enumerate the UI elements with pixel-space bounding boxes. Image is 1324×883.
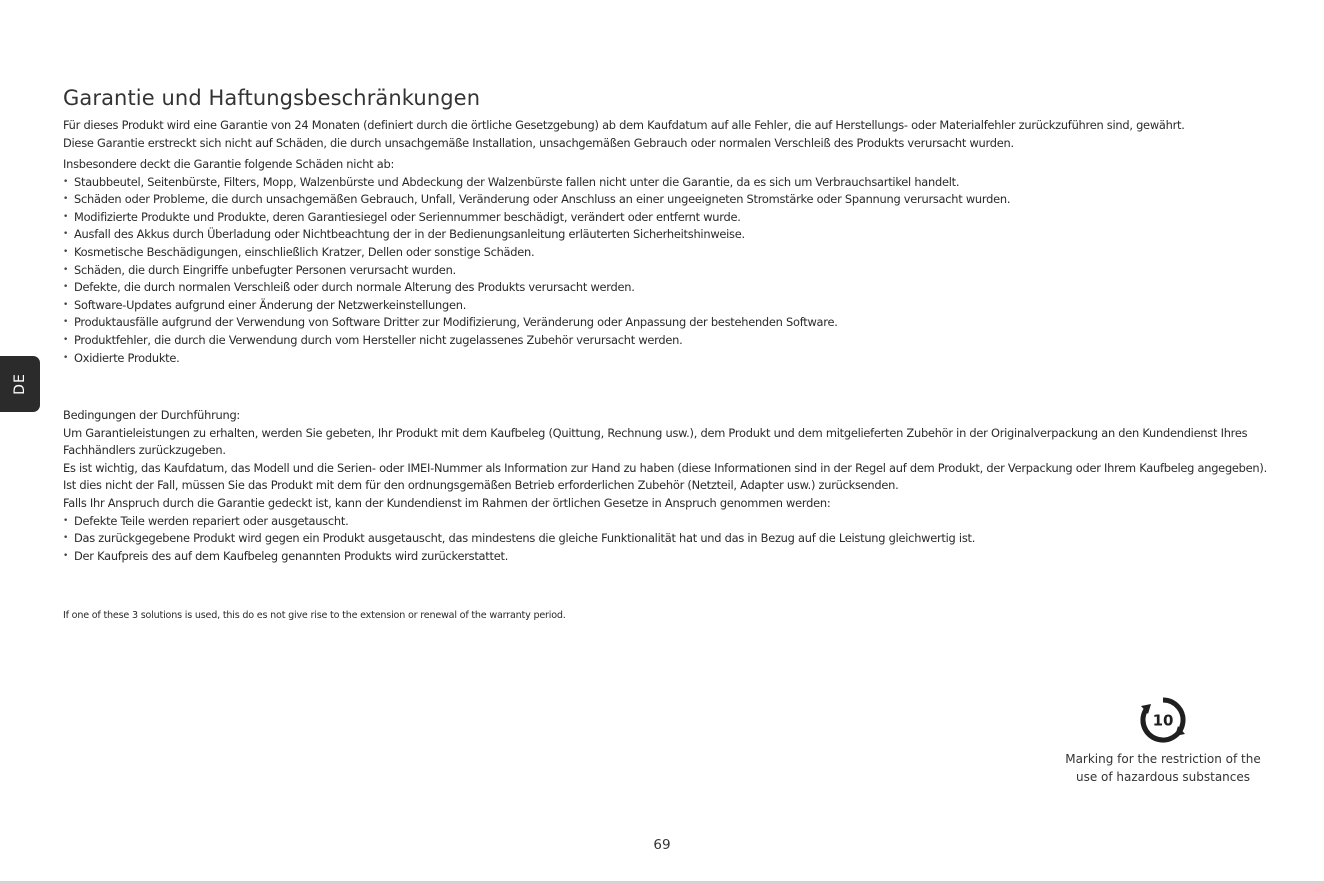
footnote: If one of these 3 solutions is used, this do es not give rise to the extension or renewal of the warranty period.: [63, 610, 566, 621]
language-tab-label: DE: [12, 373, 28, 395]
language-tab: [0, 356, 40, 412]
rohs-number: 10: [1152, 711, 1174, 730]
conditions-heading: Bedingungen der Durchführung:: [63, 408, 241, 422]
list-item: • Staubbeutel, Seitenbürste, Filters, Mopp, Walzenbürste und Abdeckung der Walzenbürste fallen nicht unter die Garantie, da es sich um Verbrauchsartikel handelt.: [63, 174, 1268, 192]
list-item: • Schäden, die durch Eingriffe unbefugter Personen verursacht wurden.: [63, 262, 1268, 280]
list-item: • Software-Updates aufgrund einer Änderung der Netzwerkeinstellungen.: [63, 297, 1268, 315]
warranty-scope-paragraph: Diese Garantie erstreckt sich nicht auf Schäden, die durch unsachgemäße Installation, unsachgemäßen Gebrauch oder normalen Verschleiß des Produkts verursacht wurden.: [63, 135, 1014, 150]
exclusions-section: [63, 156, 1268, 367]
conditions-paragraph: Falls Ihr Anspruch durch die Garantie gedeckt ist, kann der Kundendienst im Rahmen der örtlichen Gesetze in Anspruch genommen werden:: [63, 495, 831, 510]
exclusions-heading: Insbesondere deckt die Garantie folgende Schäden nicht ab:: [63, 157, 395, 171]
intro-section: [63, 117, 1268, 152]
list-item: • Defekte Teile werden repariert oder ausgetauscht.: [63, 513, 1268, 531]
list-item: • Ausfall des Akkus durch Überladung oder Nichtbeachtung der in der Bedienungsanleitung erläuterten Sicherheitshinweise.: [63, 226, 1268, 244]
conditions-section: [63, 407, 1268, 565]
rohs-caption-line: use of hazardous substances: [1075, 770, 1251, 784]
conditions-paragraph: Um Garantieleistungen zu erhalten, werden Sie gebeten, Ihr Produkt mit dem Kaufbeleg (Quittung, Rechnung usw.), dem Produkt und dem mitgelieferten Zubehör in der Originalverpackung an den Kundendienst Ihres Fachhändlers zurückzugeben.: [63, 425, 1248, 458]
list-item: • Produktausfälle aufgrund der Verwendung von Software Dritter zur Modifizierung, Veränderung oder Anpassung der bestehenden Software.: [63, 314, 1268, 332]
page-title: Garantie und Haftungsbeschränkungen: [63, 86, 481, 111]
conditions-paragraph: Es ist wichtig, das Kaufdatum, das Modell und die Serien- oder IMEI-Nummer als Information zur Hand zu haben (diese Informationen sind in der Regel auf dem Produkt, der Verpackung oder Ihrem Kaufbeleg angegeben).: [63, 460, 1267, 475]
list-item: • Defekte, die durch normalen Verschleiß oder durch normale Alterung des Produkts verursacht werden.: [63, 279, 1268, 297]
list-item: • Der Kaufpreis des auf dem Kaufbeleg genannten Produkts wird zurückerstattet.: [63, 548, 1268, 566]
list-item: • Oxidierte Produkte.: [63, 350, 1268, 368]
list-item: • Kosmetische Beschädigungen, einschließlich Kratzer, Dellen oder sonstige Schäden.: [63, 244, 1268, 262]
list-item: • Das zurückgegebene Produkt wird gegen ein Produkt ausgetauscht, das mindestens die gleiche Funktionalität hat und das in Bezug auf die Leistung gleichwertig ist.: [63, 530, 1268, 548]
exclusions-list: [63, 174, 1268, 368]
remedies-list: [63, 513, 1268, 566]
rohs-caption: [1060, 750, 1266, 786]
conditions-paragraph: Ist dies nicht der Fall, müssen Sie das Produkt mit dem für den ordnungsgemäßen Betrieb erforderlichen Zubehör (Netzteil, Adapter usw.) zurücksenden.: [63, 478, 899, 493]
list-item: • Schäden oder Probleme, die durch unsachgemäßen Gebrauch, Unfall, Veränderung oder Anschluss an einer ungeeigneten Stromstärke oder Spannung verursacht wurden.: [63, 191, 1268, 209]
warranty-intro-paragraph: Für dieses Produkt wird eine Garantie von 24 Monaten (definiert durch die örtliche Gesetzgebung) ab dem Kaufdatum auf alle Fehler, die auf Herstellungs- oder Materialfehler zurückzuführen sind, gewährt.: [63, 118, 1185, 132]
list-item: • Produktfehler, die durch die Verwendung durch vom Hersteller nicht zugelassenes Zubehör verursacht werden.: [63, 332, 1268, 350]
page-number: 69: [653, 837, 671, 853]
list-item: • Modifizierte Produkte und Produkte, deren Garantiesiegel oder Seriennummer beschädigt, verändert oder entfernt wurde.: [63, 209, 1268, 227]
rohs-caption-line: Marking for the restriction of the: [1065, 752, 1261, 766]
rohs-10-year-icon: [1139, 696, 1187, 744]
